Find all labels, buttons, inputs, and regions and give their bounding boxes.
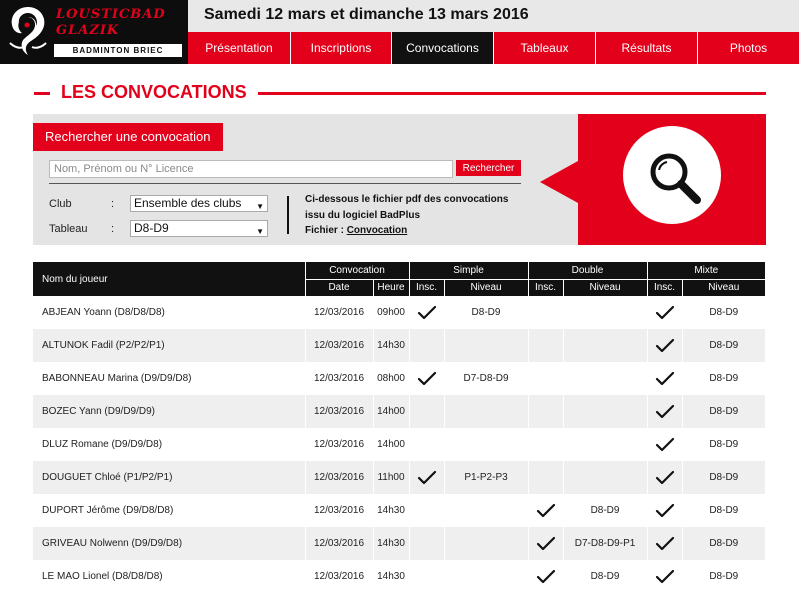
table-body [33,296,765,593]
check-icon [655,503,675,519]
column-header-date: Date [305,279,373,296]
check-icon [655,338,675,354]
check-icon [655,404,675,420]
double-insc-cell [528,494,563,527]
info-line-1: Ci-dessous le fichier pdf des convocations [305,194,509,205]
mixte-niveau-cell: D8-D9 [682,527,765,560]
simple-niveau-cell [444,329,528,362]
date-cell: 12/03/2016 [305,428,373,461]
table-row [33,428,765,461]
double-insc-cell [528,527,563,560]
double-niveau-cell [563,428,647,461]
logo-club-name: BADMINTON BRIEC [54,44,182,57]
table-row [33,527,765,560]
check-icon [417,305,437,321]
search-panel-title: Rechercher une convocation [33,123,223,151]
page-title: LES CONVOCATIONS [61,82,247,102]
info-line-2: issu du logiciel BadPlus [305,210,421,221]
column-header-heure: Heure [373,279,409,296]
table-head [33,262,765,296]
heading-rule-right [258,92,766,95]
search-icon [647,150,703,206]
simple-niveau-cell: P1-P2-P3 [444,461,528,494]
tableau-select-value: D8-D9 [134,221,169,235]
club-select[interactable] [130,195,268,212]
check-icon [536,569,556,585]
simple-insc-cell [409,395,444,428]
mixte-insc-cell [647,329,682,362]
mixte-insc-cell [647,395,682,428]
simple-niveau-cell [444,527,528,560]
double-insc-cell [528,428,563,461]
group-header-simple: Simple [409,262,528,279]
simple-niveau-cell [444,560,528,593]
double-insc-cell [528,296,563,329]
double-niveau-cell [563,329,647,362]
mixte-insc-cell [647,527,682,560]
header-bar [188,0,799,64]
simple-niveau-cell: D8-D9 [444,296,528,329]
player-name-cell: ALTUNOK Fadil (P2/P2/P1) [33,329,305,362]
mixte-niveau-cell: D8-D9 [682,362,765,395]
mixte-insc-cell [647,296,682,329]
chevron-down-icon: ▼ [256,202,264,211]
nav-item-resultats[interactable]: Résultats [596,32,698,64]
site-logo[interactable] [0,0,188,64]
search-input[interactable] [49,160,453,178]
simple-insc-cell [409,362,444,395]
simple-niveau-cell [444,494,528,527]
double-insc-cell [528,461,563,494]
player-name-cell: ABJEAN Yoann (D8/D8/D8) [33,296,305,329]
convocation-file-link[interactable]: Convocation [346,225,408,236]
mixte-niveau-cell: D8-D9 [682,329,765,362]
check-icon [536,503,556,519]
club-select-value: Ensemble des clubs [134,196,242,210]
double-niveau-cell [563,461,647,494]
column-header-simple-insc: Insc. [409,279,444,296]
heure-cell: 14h30 [373,527,409,560]
main-nav [188,32,799,64]
section-heading [34,82,766,106]
double-niveau-cell: D7-D8-D9-P1 [563,527,647,560]
tableau-select[interactable] [130,220,268,237]
magnifier-pointer [540,161,578,203]
check-icon [655,536,675,552]
group-header-double: Double [528,262,647,279]
table-row [33,296,765,329]
double-niveau-cell [563,362,647,395]
table-row [33,494,765,527]
heure-cell: 11h00 [373,461,409,494]
table-row [33,560,765,593]
date-cell: 12/03/2016 [305,461,373,494]
club-colon: : [111,198,115,210]
heure-cell: 14h30 [373,560,409,593]
simple-insc-cell [409,527,444,560]
simple-insc-cell [409,560,444,593]
mixte-niveau-cell: D8-D9 [682,560,765,593]
double-insc-cell [528,362,563,395]
player-name-cell: BABONNEAU Marina (D9/D9/D8) [33,362,305,395]
convocations-table-wrap [33,262,765,593]
player-name-cell: DUPORT Jérôme (D9/D8/D8) [33,494,305,527]
search-panel [33,114,766,245]
heure-cell: 14h00 [373,428,409,461]
simple-insc-cell [409,296,444,329]
mixte-insc-cell [647,428,682,461]
group-header-convocation: Convocation [305,262,409,279]
dragon-emblem-icon [4,3,52,59]
mixte-insc-cell [647,560,682,593]
heure-cell: 14h30 [373,494,409,527]
check-icon [655,305,675,321]
simple-insc-cell [409,461,444,494]
heure-cell: 14h00 [373,395,409,428]
convocations-table [33,262,765,593]
table-row [33,461,765,494]
mixte-niveau-cell: D8-D9 [682,428,765,461]
file-label: Fichier : [305,225,347,236]
info-file-line [305,225,407,236]
check-icon [655,371,675,387]
column-header-mixte-niveau: Niveau [682,279,765,296]
column-header-mixte-insc: Insc. [647,279,682,296]
double-insc-cell [528,560,563,593]
table-row [33,395,765,428]
club-label: Club [49,198,72,210]
mixte-insc-cell [647,362,682,395]
double-niveau-cell: D8-D9 [563,560,647,593]
player-name-cell: GRIVEAU Nolwenn (D9/D9/D8) [33,527,305,560]
player-name-cell: DLUZ Romane (D9/D9/D8) [33,428,305,461]
double-insc-cell [528,395,563,428]
nav-item-inscriptions[interactable]: Inscriptions [291,32,392,64]
nav-item-convocations[interactable]: Convocations [392,32,494,64]
simple-insc-cell [409,428,444,461]
tableau-colon: : [111,223,115,235]
check-icon [655,470,675,486]
column-header-player: Nom du joueur [33,262,305,296]
simple-niveau-cell: D7-D8-D9 [444,362,528,395]
mixte-niveau-cell: D8-D9 [682,296,765,329]
table-row [33,362,765,395]
player-name-cell: DOUGUET Chloé (P1/P2/P1) [33,461,305,494]
heure-cell: 09h00 [373,296,409,329]
search-button[interactable]: Rechercher [456,160,521,176]
check-icon [417,470,437,486]
date-cell: 12/03/2016 [305,296,373,329]
mixte-insc-cell [647,494,682,527]
column-header-double-insc: Insc. [528,279,563,296]
check-icon [655,569,675,585]
site-header [0,0,799,64]
column-header-simple-niveau: Niveau [444,279,528,296]
player-name-cell: BOZEC Yann (D9/D9/D9) [33,395,305,428]
date-cell: 12/03/2016 [305,560,373,593]
mixte-niveau-cell: D8-D9 [682,461,765,494]
mixte-niveau-cell: D8-D9 [682,494,765,527]
double-niveau-cell [563,395,647,428]
mixte-niveau-cell: D8-D9 [682,395,765,428]
simple-niveau-cell [444,428,528,461]
heure-cell: 14h30 [373,329,409,362]
nav-item-tableaux[interactable]: Tableaux [494,32,596,64]
check-icon [655,437,675,453]
date-cell: 12/03/2016 [305,395,373,428]
logo-title-line2: GLAZIK [56,23,120,38]
search-divider [49,183,521,184]
mixte-insc-cell [647,461,682,494]
check-icon [417,371,437,387]
double-insc-cell [528,329,563,362]
check-icon [536,536,556,552]
logo-title-line1: LOUSTICBAD [56,7,166,22]
player-name-cell: LE MAO Lionel (D8/D8/D8) [33,560,305,593]
date-cell: 12/03/2016 [305,494,373,527]
event-title: Samedi 12 mars et dimanche 13 mars 2016 [204,6,529,23]
simple-insc-cell [409,329,444,362]
double-niveau-cell [563,296,647,329]
table-row [33,329,765,362]
heure-cell: 08h00 [373,362,409,395]
chevron-down-icon: ▼ [256,227,264,236]
double-niveau-cell: D8-D9 [563,494,647,527]
nav-item-presentation[interactable]: Présentation [188,32,291,64]
date-cell: 12/03/2016 [305,527,373,560]
date-cell: 12/03/2016 [305,329,373,362]
heading-rule-left [34,92,50,95]
info-separator [287,196,289,234]
simple-insc-cell [409,494,444,527]
column-header-double-niveau: Niveau [563,279,647,296]
date-cell: 12/03/2016 [305,362,373,395]
group-header-mixte: Mixte [647,262,765,279]
tableau-label: Tableau [49,223,88,235]
simple-niveau-cell [444,395,528,428]
nav-item-photos[interactable]: Photos [698,32,799,64]
